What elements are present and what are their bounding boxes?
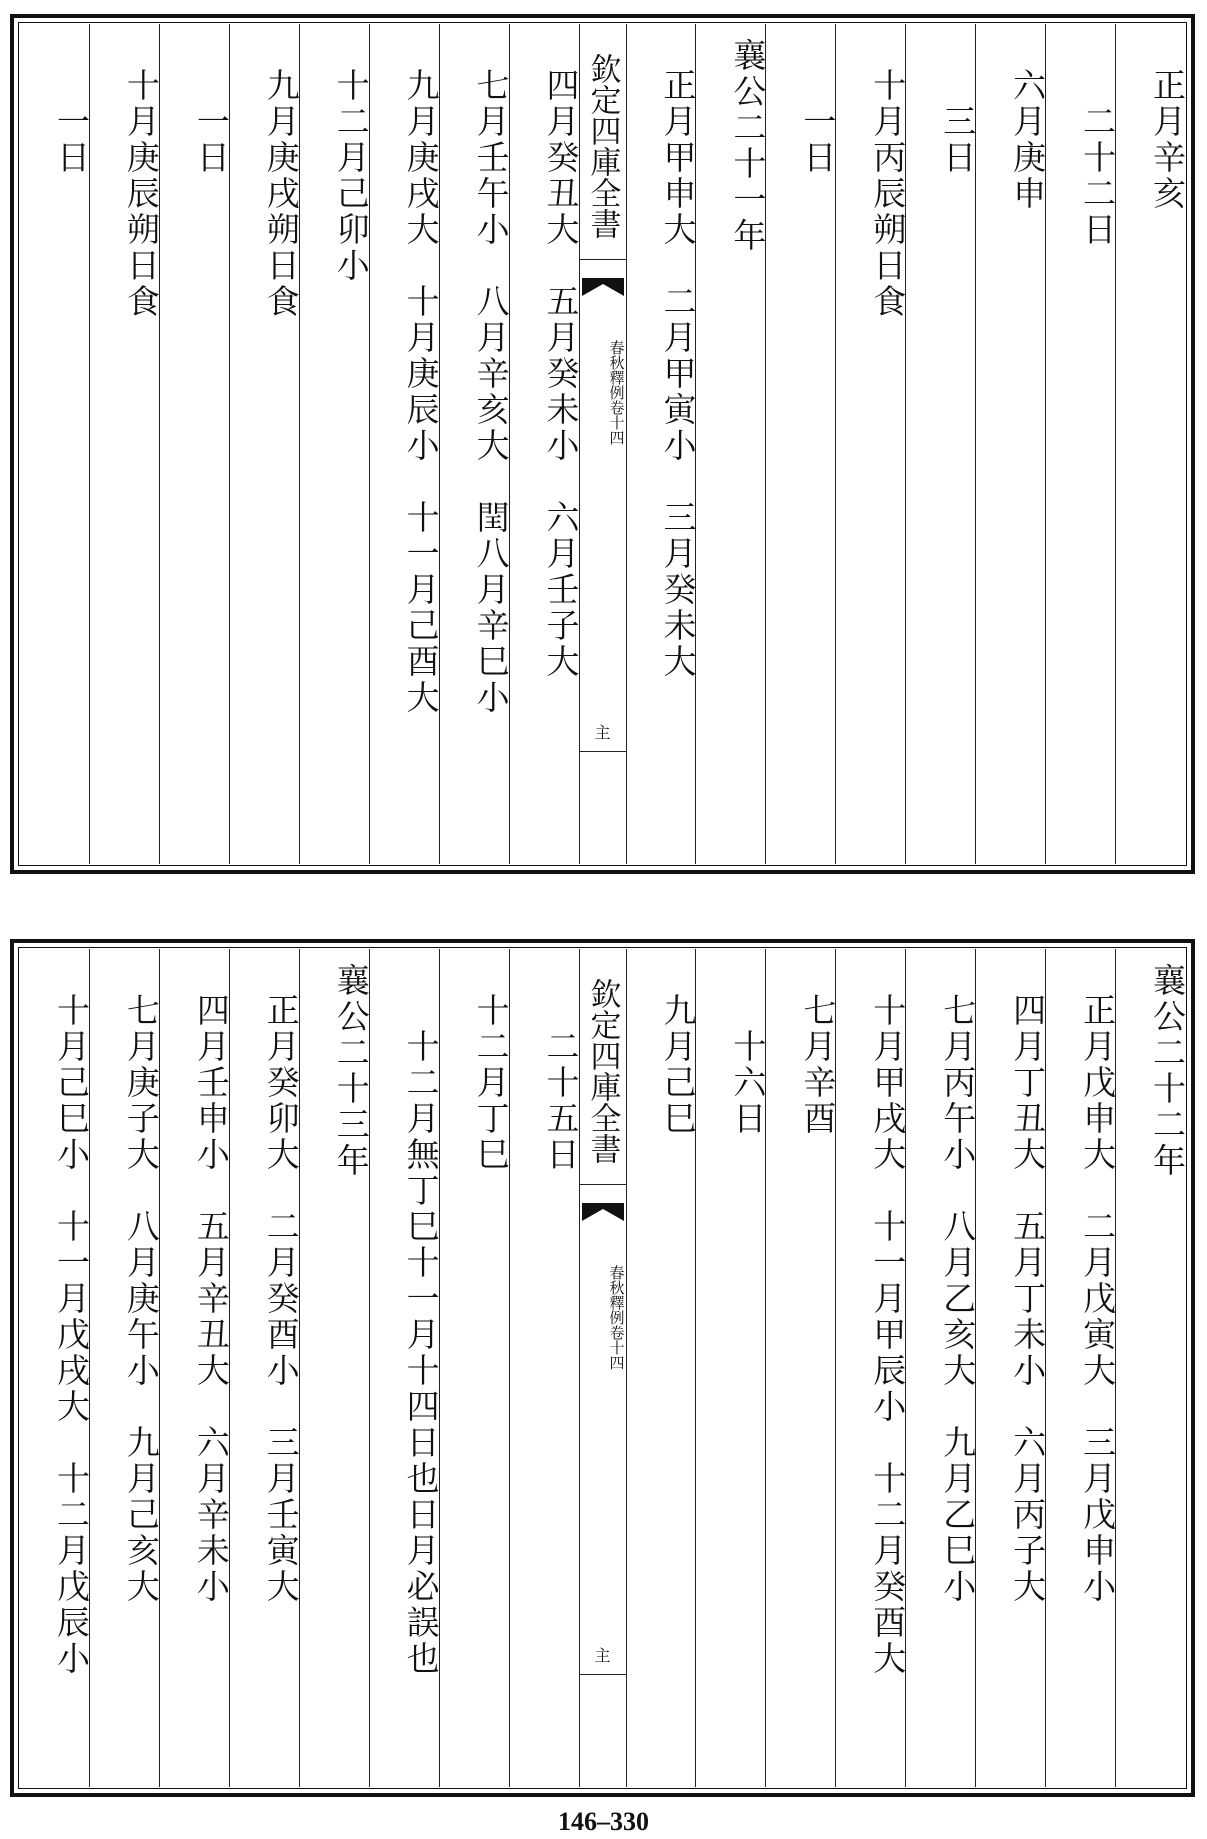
text-column: 四月癸丑大 五月癸未小 六月壬子大	[509, 24, 579, 864]
text-column: 四月壬申小 五月辛丑大 六月辛未小	[159, 949, 229, 1787]
page-number: 146–330	[558, 1807, 649, 1836]
text-column: 十月庚辰朔日食	[89, 24, 159, 864]
collection-title: 欽定四庫全書	[580, 949, 626, 1185]
text-column: 正月甲申大 二月甲寅小 三月癸未大	[626, 24, 696, 864]
text-column: 正月辛亥	[1115, 24, 1185, 864]
bottom-columns	[20, 949, 1185, 1787]
volume-label: 卷十四	[607, 400, 626, 445]
text-column: 七月庚子大 八月庚午小 九月己亥大	[89, 949, 159, 1787]
volume-label: 卷十四	[607, 1325, 626, 1370]
text-column: 二十五日	[509, 949, 579, 1787]
reign-heading: 襄公二十三年	[299, 949, 369, 1787]
text-column: 一日	[51, 104, 91, 176]
top-columns	[20, 24, 1185, 864]
text-column: 二十二日	[1045, 24, 1115, 864]
text-column: 九月庚戌大 十月庚辰小 十一月己酉大	[369, 24, 439, 864]
text-column: 一日	[159, 24, 229, 864]
text-column: 十月己巳小 十一月戊戌大 十二月戊辰小	[51, 993, 91, 1677]
text-column: 十月丙辰朔日食	[835, 24, 905, 864]
reign-heading: 襄公二十一年	[695, 24, 765, 864]
center-column	[579, 24, 626, 864]
text-column: 九月己巳	[626, 949, 696, 1787]
text-column: 十二月無丁巳十一月十四日也日月必誤也	[369, 949, 439, 1787]
text-column: 七月壬午小 八月辛亥大 閏八月辛巳小	[439, 24, 509, 864]
fish-tail-icon	[580, 1201, 626, 1223]
text-column: 九月庚戌朔日食	[229, 24, 299, 864]
text-column: 三日	[905, 24, 975, 864]
book-title: 春秋釋例	[607, 340, 626, 400]
text-column: 七月丙午小 八月乙亥大 九月乙巳小	[905, 949, 975, 1787]
bottom-page	[10, 939, 1195, 1797]
text-column: 七月辛酉	[765, 949, 835, 1787]
leaf-number: 主	[580, 720, 626, 752]
text-column: 一日	[765, 24, 835, 864]
text-column: 十二月己卯小	[299, 24, 369, 864]
text-column: 十月甲戌大 十一月甲辰小 十二月癸酉大	[835, 949, 905, 1787]
fish-tail-icon	[580, 276, 626, 298]
text-column: 六月庚申	[975, 24, 1045, 864]
book-title: 春秋釋例	[607, 1265, 626, 1325]
text-column: 四月丁丑大 五月丁未小 六月丙子大	[975, 949, 1045, 1787]
collection-title: 欽定四庫全書	[580, 24, 626, 260]
text-column: 正月癸卯大 二月癸酉小 三月壬寅大	[229, 949, 299, 1787]
center-column	[579, 949, 626, 1787]
text-column: 十二月丁巳	[439, 949, 509, 1787]
leaf-number: 主	[580, 1643, 626, 1675]
top-page	[10, 14, 1195, 874]
text-column: 正月戊申大 二月戊寅大 三月戊申小	[1045, 949, 1115, 1787]
text-column: 十六日	[695, 949, 765, 1787]
reign-heading: 襄公二十二年	[1115, 949, 1185, 1787]
